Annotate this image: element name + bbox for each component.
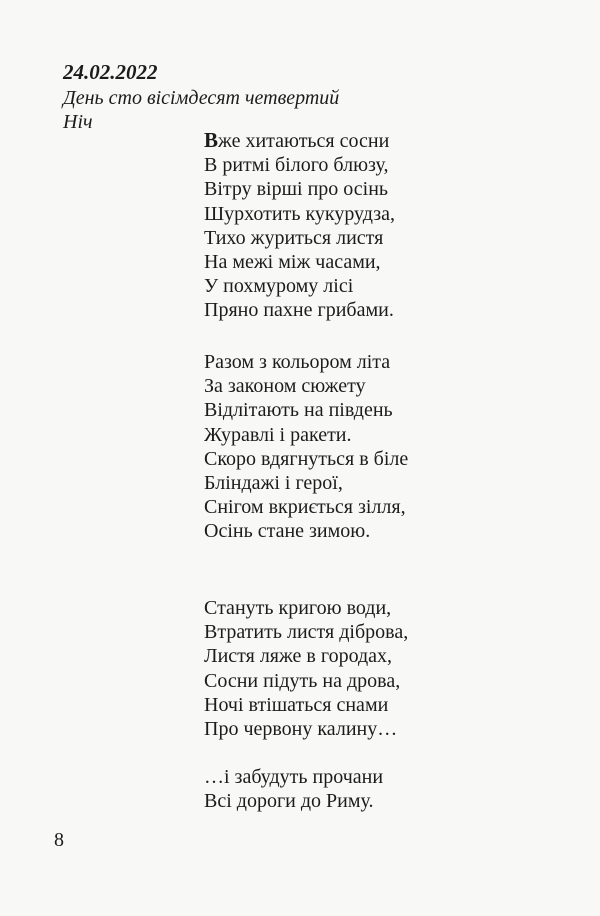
- poem-line: За законом сюжету: [204, 375, 366, 398]
- poem-line: Всі дороги до Риму.: [204, 790, 374, 813]
- poem-line: Тихо журиться листя: [204, 226, 384, 249]
- poem-stanza-1: [204, 128, 395, 323]
- poem-line: Листя ляже в городах,: [204, 645, 393, 668]
- poem-line: …і забудуть прочани: [204, 766, 384, 788]
- poem-stanza-2: [204, 350, 408, 544]
- poem-line: Снігом вкриється зілля,: [204, 496, 406, 519]
- poem-stanza-4: [204, 765, 383, 813]
- poem-line: У похмурому лісі: [204, 275, 354, 298]
- poem-stanza-3: [204, 596, 408, 741]
- poem-line: Шурхотить кукурудза,: [204, 202, 395, 225]
- first-line-rest: же хитаються сосни: [218, 130, 390, 152]
- poem-line: Ночі втішаться снами: [204, 693, 389, 716]
- poem-line: Скоро вдягнуться в біле: [204, 447, 409, 470]
- poem-line: Пряно пахне грибами.: [204, 299, 394, 322]
- poem-line: Втратить листя діброва,: [204, 621, 409, 644]
- page-number: 8: [54, 829, 64, 851]
- entry-date: 24.02.2022: [63, 60, 158, 84]
- poem-line: В ритмі білого блюзу,: [204, 154, 389, 177]
- initial-letter: В: [204, 128, 219, 152]
- entry-day: День сто вісімдесят четвертий: [63, 87, 340, 109]
- poem-line: Вітру вірші про осінь: [204, 178, 389, 201]
- entry-time: Ніч: [63, 111, 93, 133]
- poem-line: На межі між часами,: [204, 251, 381, 274]
- poem-line: Бліндажі і герої,: [204, 472, 343, 495]
- poem-line: [204, 128, 395, 153]
- poem-line: Журавлі і ракети.: [204, 423, 352, 446]
- poem-line: Сосни підуть на дрова,: [204, 669, 401, 692]
- poem-line: Відлітають на південь: [204, 399, 393, 422]
- poem-line: Про червону калину…: [204, 718, 398, 741]
- poem-line: Осінь стане зимою.: [204, 520, 371, 543]
- poem-line: Стануть кригою води,: [204, 597, 392, 619]
- poem-line: Разом з кольором літа: [204, 351, 391, 373]
